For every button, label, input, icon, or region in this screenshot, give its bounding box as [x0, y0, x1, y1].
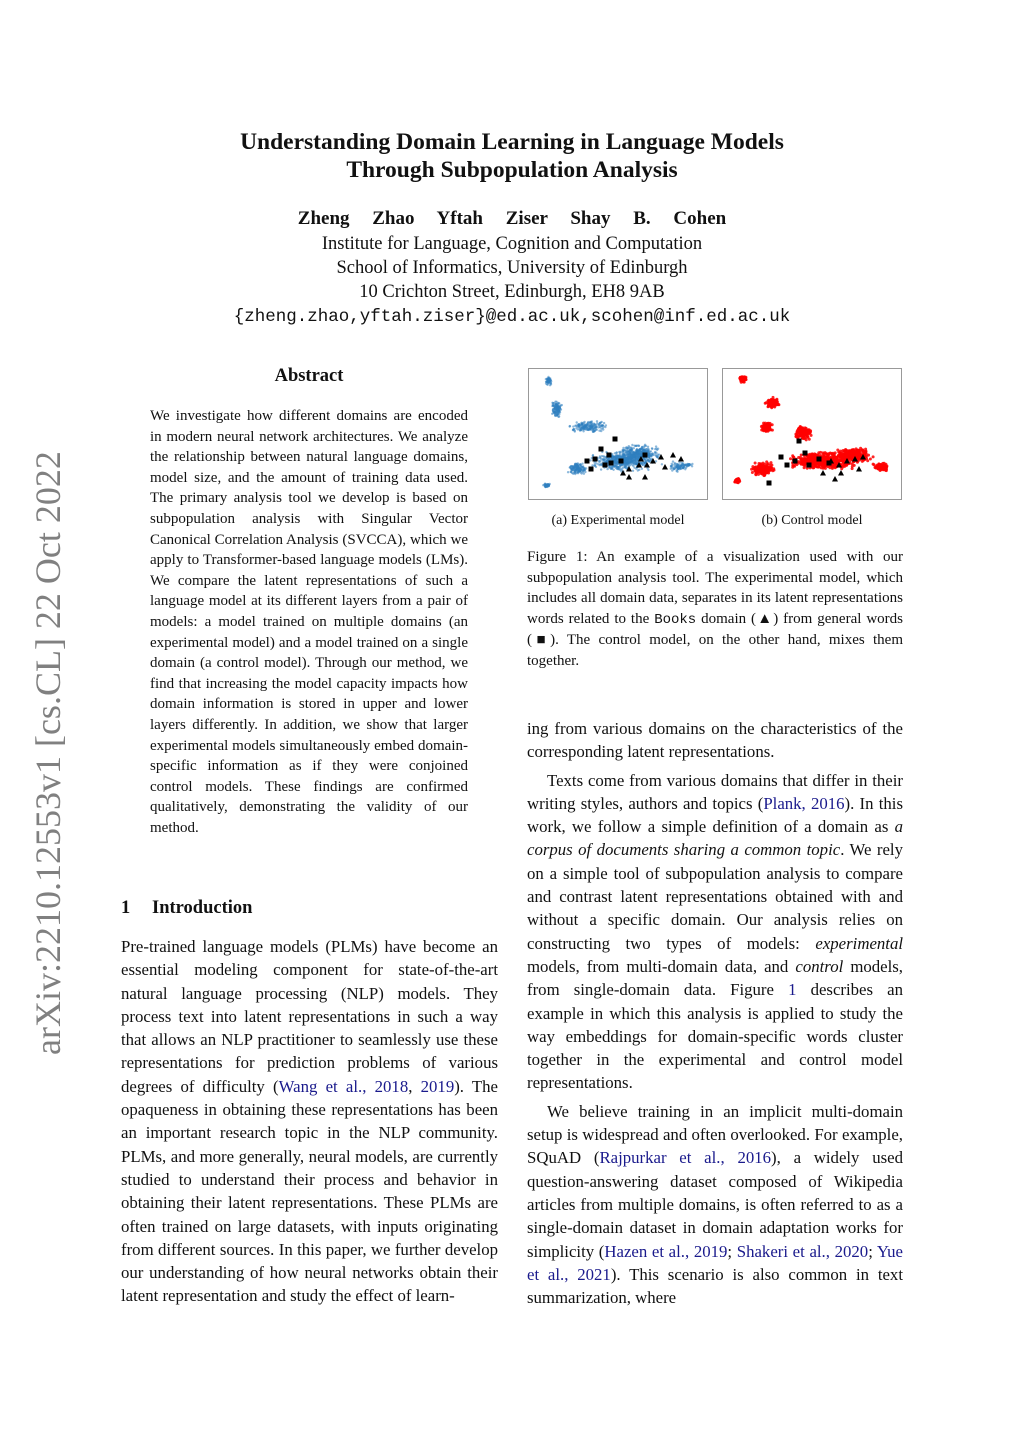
scatter-point [591, 423, 593, 425]
scatter-point [651, 452, 653, 454]
scatter-point [647, 448, 649, 450]
general-word-marker [599, 447, 604, 452]
scatter-point [840, 467, 843, 470]
scatter-point [623, 454, 625, 456]
scatter-point [822, 455, 825, 458]
scatter-point [770, 406, 773, 409]
general-word-marker [613, 437, 618, 442]
scatter-point [674, 468, 676, 470]
scatter-point [589, 428, 591, 430]
scatter-point [558, 415, 560, 417]
scatter-point [800, 463, 803, 466]
scatter-point [825, 457, 828, 460]
scatter-point [619, 453, 621, 455]
general-word-marker [803, 451, 808, 456]
scatter-point [585, 428, 587, 430]
scatter-point [582, 430, 584, 432]
scatter-point [766, 471, 769, 474]
scatter-point [577, 428, 579, 430]
section-title: Introduction [152, 898, 253, 918]
scatter-point [599, 457, 601, 459]
scatter-point [598, 423, 600, 425]
scatter-point [586, 425, 588, 427]
intro-paragraph-right-3: We believe training in an implicit multi-domain setup is widespread and often overlooked. For example, SQuAD (Rajpurkar et al., 2016), a widely used question-answering dataset composed of Wikipedia articles from multiple domains, is often referred to as a single-domain dataset in domain adaptation works for simplicity (Hazen et al., 2019; Shakeri et al., 2020; Yue et al., 2021). This scenario is also common in text summarization, where [527, 1101, 903, 1308]
intro-left-column [121, 935, 498, 1308]
scatter-point [843, 465, 846, 468]
title-line-2: Through Subpopulation Analysis [346, 157, 678, 183]
affiliation-line-2: School of Informatics, University of Edinburgh [336, 258, 688, 278]
scatter-point [688, 463, 690, 465]
scatter-point [654, 454, 656, 456]
scatter-point [559, 411, 561, 413]
scatter-point [674, 465, 676, 467]
subcaption-experimental: (a) Experimental model [551, 513, 685, 528]
scatter-point [768, 400, 771, 403]
scatter-point [641, 468, 643, 470]
scatter-point [547, 383, 549, 385]
scatter-point [827, 453, 830, 456]
scatter-point [589, 459, 591, 461]
scatter-point [812, 454, 815, 457]
scatter-point [822, 463, 825, 466]
title-line-1: Understanding Domain Learning in Language Models [240, 129, 784, 155]
scatter-point [559, 407, 561, 409]
scatter-point [761, 471, 764, 474]
scatter-point [810, 434, 813, 437]
scatter-point [762, 465, 765, 468]
scatter-point [766, 463, 769, 466]
scatter-point [835, 457, 838, 460]
scatter-point [558, 402, 560, 404]
scatter-point [767, 427, 770, 430]
scatter-point [830, 455, 833, 458]
scatter-point [883, 464, 886, 467]
general-word-marker [817, 457, 822, 462]
scatter-point [554, 414, 556, 416]
scatter-point [766, 423, 769, 426]
scatter-point [837, 454, 840, 457]
figure-panel-experimental [528, 368, 708, 500]
scatter-point [670, 468, 672, 470]
scatter-point [814, 457, 817, 460]
scatter-point [588, 424, 590, 426]
scatter-point [551, 405, 553, 407]
scatter-point [791, 466, 794, 469]
scatter-point [755, 471, 758, 474]
scatter-point [550, 382, 552, 384]
general-word-marker [807, 463, 812, 468]
books-word-marker [820, 470, 826, 476]
books-word-marker [678, 456, 684, 462]
scatter-point [624, 466, 626, 468]
citation-wang-2019[interactable]: 2019 [420, 1076, 455, 1096]
scatter-point [641, 448, 643, 450]
scatter-point [878, 463, 881, 466]
subcaption-control: (b) Control model [761, 513, 863, 528]
scatter-point [884, 467, 887, 470]
scatter-point [797, 456, 800, 459]
scatter-point [627, 453, 629, 455]
intro-paragraph-1: Pre-trained language models (PLMs) have become an essential modeling component for state-of-the-art natural language processing (NLP) models. They process text into latent representations in such a way that allows an NLP practitioner to seamlessly use these representations for prediction problems of various degrees of difficulty (Wang et al., 2018, 2019). The opaqueness in obtaining these representations has been an important research topic in the NLP community. PLMs, and more generally, neural models, are currently studied to understand their process and behavior in obtaining their latent representations. These PLMs are often trained on large datasets, with inputs originating from different sources. In this paper, we further develop our understanding of how neural networks obtain their latent representation and study the effect of learn- [121, 937, 498, 1306]
scatter-point [548, 377, 550, 379]
scatter-point [585, 467, 587, 469]
scatter-point [630, 451, 632, 453]
scatter-point [648, 450, 650, 452]
scatter-point [655, 445, 657, 447]
scatter-point [580, 422, 582, 424]
scatter-point [877, 466, 880, 469]
scatter-point [809, 431, 812, 434]
scatter-point [811, 458, 814, 461]
scatter-point [641, 464, 643, 466]
scatter-point [600, 468, 602, 470]
general-word-marker [793, 459, 798, 464]
scatter-point [573, 428, 575, 430]
citation-hazen-2019[interactable]: Hazen et al., 2019 [604, 1241, 728, 1261]
scatter-point [630, 447, 632, 449]
scatter-point [579, 469, 581, 471]
scatter-point [866, 459, 869, 462]
scatter-point [739, 376, 742, 379]
scatter-point [633, 447, 635, 449]
scatter-point [808, 438, 811, 441]
scatter-point [805, 427, 808, 430]
scatter-point [671, 464, 673, 466]
scatter-point [850, 454, 853, 457]
scatter-point [552, 410, 554, 412]
scatter-point [674, 462, 676, 464]
scatter-point [615, 452, 617, 454]
scatter-point [822, 459, 825, 462]
scatter-point [762, 429, 765, 432]
scatter-point [599, 460, 601, 462]
paper-title [0, 128, 1024, 184]
scatter-point [583, 427, 585, 429]
scatter-point [644, 444, 646, 446]
scatter-point [574, 430, 576, 432]
scatter-point [764, 426, 767, 429]
scatter-point [598, 430, 600, 432]
scatter-point [851, 448, 854, 451]
general-word-marker [589, 467, 594, 472]
abstract-heading: Abstract [274, 366, 344, 386]
scatter-point [831, 466, 834, 469]
general-word-marker [767, 481, 772, 486]
scatter-point [651, 447, 653, 449]
author-1: Zheng Zhao [297, 208, 415, 229]
general-word-marker [779, 455, 784, 460]
general-word-marker [643, 453, 648, 458]
citation-shakeri-2020[interactable]: Shakeri et al., 2020 [736, 1241, 869, 1261]
author-2: Yftah Ziser [436, 208, 548, 229]
scatter-point [796, 435, 799, 438]
scatter-point [820, 466, 823, 469]
scatter-point [603, 422, 605, 424]
scatter-point [751, 471, 754, 474]
section-heading [121, 898, 252, 919]
scatter-point [575, 463, 577, 465]
scatter-point [635, 458, 637, 460]
scatter-point [840, 452, 843, 455]
general-word-marker [603, 463, 608, 468]
scatter-point [811, 461, 814, 464]
scatter-point [808, 458, 811, 461]
scatter-point [615, 465, 617, 467]
scatter-point [686, 464, 688, 466]
scatter-point [626, 466, 628, 468]
scatter-point [622, 451, 624, 453]
scatter-point [598, 426, 600, 428]
scatter-point [678, 464, 680, 466]
scatter-point [804, 462, 807, 465]
scatter-point [631, 444, 633, 446]
scatter-point [844, 450, 847, 453]
scatter-point [616, 468, 618, 470]
scatter-point [633, 455, 635, 457]
scatter-point [613, 456, 615, 458]
scatter-point [618, 466, 620, 468]
scatter-point [574, 473, 576, 475]
scatter-point [571, 472, 573, 474]
general-word-marker [585, 459, 590, 464]
arxiv-stamp: arXiv:2210.12553v1 [cs.CL] 22 Oct 2022 [28, 451, 68, 1055]
scatter-point [632, 465, 634, 467]
citation-plank-2016[interactable]: Plank, 2016 [763, 793, 845, 813]
citation-wang-2018[interactable]: Wang et al., 2018 [278, 1076, 409, 1096]
experimental-scatter-plot [529, 369, 707, 499]
scatter-point [675, 470, 677, 472]
scatter-point [796, 431, 799, 434]
scatter-point [579, 463, 581, 465]
scatter-point [803, 466, 806, 469]
scatter-point [682, 466, 684, 468]
books-word-marker [832, 476, 838, 482]
scatter-point [759, 464, 762, 467]
scatter-point [676, 463, 678, 465]
scatter-point [601, 421, 603, 423]
scatter-point [572, 465, 574, 467]
section-number: 1 [121, 898, 131, 918]
scatter-point [804, 430, 807, 433]
general-word-marker [607, 453, 612, 458]
citation-rajpurkar-2016[interactable]: Rajpurkar et al., 2016 [599, 1148, 772, 1168]
books-word-marker [838, 470, 844, 476]
scatter-point [623, 463, 625, 465]
intro-right-column [527, 717, 903, 1309]
scatter-point [873, 463, 876, 466]
scatter-point [594, 427, 596, 429]
scatter-point [830, 452, 833, 455]
scatter-point [750, 468, 753, 471]
scatter-point [641, 446, 643, 448]
scatter-point [767, 404, 770, 407]
books-word-marker [626, 474, 632, 480]
scatter-point [606, 468, 608, 470]
scatter-point [822, 451, 825, 454]
books-word-marker [642, 474, 648, 480]
scatter-point [594, 464, 596, 466]
control-scatter-plot [723, 369, 901, 499]
affiliation-line-1: Institute for Language, Cognition and Computation [321, 234, 703, 254]
books-word-marker [856, 466, 862, 472]
general-word-marker [619, 459, 624, 464]
scatter-point [654, 451, 656, 453]
scatter-point [620, 451, 622, 453]
scatter-point [576, 421, 578, 423]
scatter-point [656, 449, 658, 451]
scatter-point [556, 408, 558, 410]
scatter-point [635, 454, 637, 456]
scatter-point [851, 467, 854, 470]
scatter-point [567, 471, 569, 473]
scatter-point [592, 429, 594, 431]
scatter-point [798, 427, 801, 430]
general-word-marker [785, 463, 790, 468]
figure-caption: Figure 1: An example of a visualization used with our subpopulation analysis tool. The experimental model, which includes all domain data, separates in its latent representations words related to the Books domain (▲) from general words (■). The control model, on the other hand, mixes them together. [527, 549, 903, 669]
scatter-point [626, 448, 628, 450]
scatter-point [743, 375, 746, 378]
scatter-point [572, 425, 574, 427]
scatter-point [833, 453, 836, 456]
scatter-point [803, 459, 806, 462]
scatter-point [632, 452, 634, 454]
author-emails: {zheng.zhao,yftah.ziser}@ed.ac.uk,scohen@inf.ed.ac.uk [233, 307, 791, 327]
intro-paragraph-right-1: ing from various domains on the characteristics of the corresponding latent representations. [527, 719, 903, 762]
scatter-point [634, 445, 636, 447]
scatter-point [627, 459, 629, 461]
scatter-point [773, 469, 776, 472]
intro-paragraph-right-2: Texts come from various domains that differ in their writing styles, authors and topics (Plank, 2016). In this work, we follow a simple definition of a domain as a corpus of documents sharing a common topic. We rely on a simple tool of subpopulation analysis to compare and contrast latent representations obtained with and without a specific domain. Our analysis relies on constructing two types of models: experimental models, from multi-domain data, and control models, from single-domain data. Figure 1 describes an example in which this analysis is applied to study the way embeddings for domain-specific words cluster together in the experimental and control model representations. [527, 770, 904, 1093]
scatter-point [569, 425, 571, 427]
scatter-point [861, 448, 864, 451]
scatter-point [596, 420, 598, 422]
scatter-point [864, 448, 867, 451]
scatter-point [671, 469, 673, 471]
scatter-point [600, 428, 602, 430]
scatter-point [661, 463, 663, 465]
scatter-point [547, 380, 549, 382]
scatter-point [614, 458, 616, 460]
scatter-point [789, 457, 792, 460]
scatter-point [869, 458, 872, 461]
scatter-point [754, 462, 757, 465]
scatter-point [817, 465, 820, 468]
author-list [0, 206, 1024, 232]
scatter-point [847, 453, 850, 456]
scatter-point [770, 428, 773, 431]
scatter-point [589, 421, 591, 423]
scatter-point [638, 445, 640, 447]
scatter-point [580, 429, 582, 431]
scatter-point [803, 437, 806, 440]
scatter-point [736, 479, 739, 482]
books-word-marker [670, 452, 676, 458]
general-word-marker [593, 457, 598, 462]
scatter-point [856, 454, 859, 457]
scatter-point [546, 484, 548, 486]
scatter-point [614, 461, 616, 463]
scatter-point [768, 467, 771, 470]
scatter-point [581, 463, 583, 465]
scatter-point [754, 466, 757, 469]
scatter-point [603, 459, 605, 461]
scatter-point [627, 456, 629, 458]
scatter-point [637, 449, 639, 451]
scatter-point [770, 461, 773, 464]
scatter-point [800, 454, 803, 457]
scatter-point [632, 470, 634, 472]
scatter-point [608, 458, 610, 460]
scatter-point [773, 402, 776, 405]
scatter-point [678, 461, 680, 463]
scatter-point [839, 450, 842, 453]
scatter-point [648, 456, 650, 458]
scatter-point [581, 424, 583, 426]
affiliation-line-3: 10 Crichton Street, Edinburgh, EH8 9AB [359, 282, 665, 302]
scatter-point [638, 469, 640, 471]
scatter-point [855, 447, 858, 450]
citation-yue-2021[interactable]: Yue et al., 2021 [527, 1241, 903, 1284]
scatter-point [602, 455, 604, 457]
scatter-point [632, 460, 634, 462]
scatter-point [644, 458, 646, 460]
scatter-point [650, 455, 652, 457]
books-domain-label: Books [654, 611, 697, 628]
scatter-point [867, 454, 870, 457]
figure-reference-1[interactable]: 1 [788, 980, 797, 1000]
scatter-point [639, 453, 641, 455]
scatter-point [764, 402, 767, 405]
scatter-point [597, 463, 599, 465]
scatter-point [852, 452, 855, 455]
scatter-point [791, 454, 794, 457]
scatter-point [602, 424, 604, 426]
scatter-point [637, 458, 639, 460]
scatter-point [610, 468, 612, 470]
scatter-point [804, 433, 807, 436]
scatter-point [841, 458, 844, 461]
scatter-point [824, 467, 827, 470]
scatter-point [643, 462, 645, 464]
scatter-point [656, 456, 658, 458]
scatter-point [776, 403, 779, 406]
scatter-point [872, 455, 875, 458]
scatter-point [542, 484, 544, 486]
scatter-point [576, 468, 578, 470]
author-3: Shay B. Cohen [570, 208, 727, 229]
figure-panel-control [722, 368, 902, 500]
scatter-point [600, 464, 602, 466]
general-word-marker [609, 461, 614, 466]
general-word-marker [797, 439, 802, 444]
scatter-point [574, 470, 576, 472]
scatter-point [553, 402, 555, 404]
scatter-point [760, 468, 763, 471]
abstract-text: We investigate how different domains are encoded in modern neural network architectures. We analyze the relationship between natural language domains, model size, and the amount of training data used. The primary analysis tool we develop is based on subpopulation analysis with Singular Vector Canonical Correlation Analysis (SVCCA), which we apply to Transformer-based language models (LMs). We compare the latent representations of such a language model at its different layers from a pair of models: a model trained on multiple domains (an experimental model) and a model trained on a single domain (a control model). Through our method, we find that increasing the model capacity impacts how domain information is stored in upper and lower layers differently. In addition, we show that larger experimental models simultaneously embed domain-specific information as if they were conjoined control models. These findings are confirmed qualitatively, demonstrating the validity of our method. [150, 408, 468, 836]
